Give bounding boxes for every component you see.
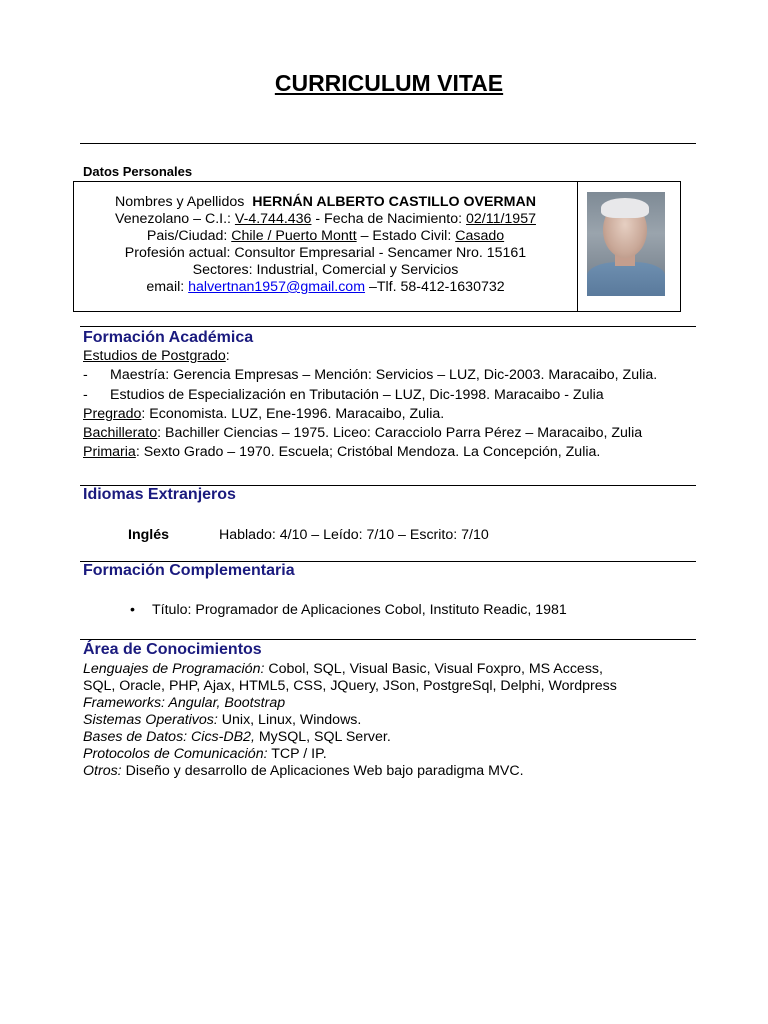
db-label: Bases de Datos: Cics-DB2, [83,729,255,745]
masters-line [83,366,657,385]
full-name: HERNÁN ALBERTO CASTILLO OVERMAN [252,194,536,210]
title-divider [80,143,696,144]
country-city: Chile / Puerto Montt [231,228,357,244]
knowledge-divider [80,639,696,640]
email-link[interactable]: halvertnan1957@gmail.com [188,279,366,295]
programming-languages-line-2: SQL, Oracle, PHP, Ajax, HTML5, CSS, JQuery, JSon, PostgreSql, Delphi, Wordpress [83,678,617,694]
os-line [83,712,617,729]
primaria-text: : Sexto Grado – 1970. Escuela; Cristóbal Mendoza. La Concepción, Zulia. [135,444,601,461]
knowledge-list [83,661,617,780]
document-title: CURRICULUM VITAE [274,70,504,96]
complementary-heading: Formación Complementaria [83,562,295,579]
postgrad-label: Estudios de Postgrado [83,348,226,364]
other-label: Otros: [83,763,122,779]
bullet-icon: • [130,602,135,618]
civil-prefix: – Estado Civil: [356,228,456,244]
language-row [128,526,489,545]
programming-languages-text: Cobol, SQL, Visual Basic, Visual Foxpro, MS Access, [264,661,603,677]
protocols-line [83,746,617,763]
pregrado-label: Pregrado [83,405,142,422]
frameworks-line: Frameworks: Angular, Bootstrap [83,695,286,711]
specialization-line [83,386,657,405]
photo-hair [601,198,649,218]
personal-data-box [73,181,681,312]
protocols-label: Protocolos de Comunicación: [83,746,268,762]
nationality: Venezolano – C.I.: [115,211,235,227]
photo-shirt [587,262,665,296]
postgrad-colon: : [225,348,230,364]
email-prefix: email: [146,279,189,295]
country-prefix: Pais/Ciudad: [146,228,232,244]
academic-list [83,347,657,463]
bachillerato-line [83,424,657,443]
protocols-text: TCP / IP. [267,746,327,762]
name-prefix: Nombres y Apellidos [115,194,245,210]
db-text: MySQL, SQL Server. [254,729,391,745]
postgrad-label-line [83,347,657,366]
contact-line [74,279,577,296]
personal-info [74,194,577,296]
bachillerato-text: : Bachiller Ciencias – 1975. Liceo: Caracciolo Parra Pérez – Maracaibo, Zulia [157,425,643,442]
profile-photo [587,192,665,296]
birth-date: 02/11/1957 [466,211,536,227]
bachillerato-label: Bachillerato [83,425,158,442]
birth-prefix: - Fecha de Nacimiento: [311,211,467,227]
languages-heading: Idiomas Extranjeros [83,486,236,503]
id-line [74,211,577,228]
phone: –Tlf. 58-412-1630732 [365,279,505,295]
primaria-line [83,443,657,462]
name-line [74,194,577,211]
programming-languages-label: Lenguajes de Programación: [83,661,265,677]
profession-line: Profesión actual: Consultor Empresarial - Sencamer Nro. 15161 [124,245,527,261]
language-levels: Hablado: 4/10 – Leído: 7/10 – Escrito: 7/10 [219,527,489,543]
programming-languages-line [83,661,617,678]
pregrado-text: : Economista. LUZ, Ene-1996. Maracaibo, Zulia. [141,405,445,422]
sectors-line: Sectores: Industrial, Comercial y Servicios [192,262,459,278]
academic-divider [80,326,696,327]
db-line [83,729,617,746]
knowledge-heading: Área de Conocimientos [83,641,262,658]
box-divider [577,182,578,311]
complementary-text: Título: Programador de Aplicaciones Cobol, Instituto Readic, 1981 [152,602,567,618]
personal-data-label: Datos Personales [83,164,193,179]
specialization-dash: - [83,386,88,403]
academic-heading: Formación Académica [83,329,254,346]
primaria-label: Primaria [83,444,136,461]
masters-text: Maestría: Gerencia Empresas – Mención: Servicios – LUZ, Dic-2003. Maracaibo, Zulia. [110,367,658,384]
specialization-text: Estudios de Especialización en Tributación – LUZ, Dic-1998. Maracaibo - Zulia [110,386,604,403]
complementary-item [130,601,567,620]
other-line [83,763,617,780]
civil-status: Casado [455,228,505,244]
os-label: Sistemas Operativos: [83,712,218,728]
masters-dash: - [83,367,88,384]
language-name: Inglés [128,527,169,543]
ci-number: V-4.744.436 [234,211,312,227]
os-text: Unix, Linux, Windows. [217,712,362,728]
location-line [74,228,577,245]
pregrado-line [83,405,657,424]
other-text: Diseño y desarrollo de Aplicaciones Web bajo paradigma MVC. [121,763,524,779]
